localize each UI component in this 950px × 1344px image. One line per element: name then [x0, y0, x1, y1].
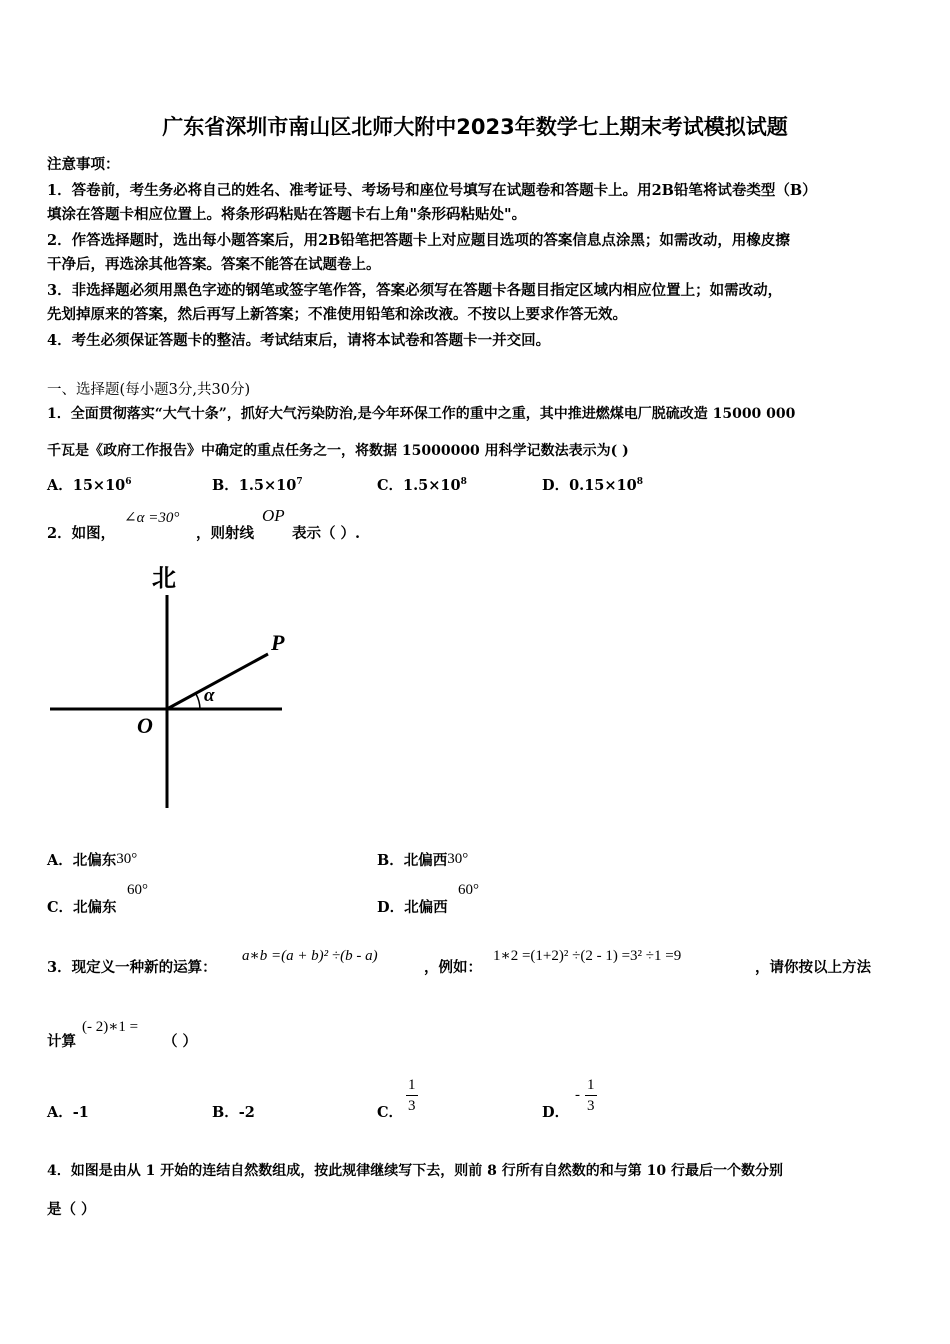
notice-line-1a: 1．答卷前，考生务必将自己的姓名、准考证号、考场号和座位号填写在试题卷和答题卡上。用2B铅笔将试卷类型（B） — [47, 182, 817, 199]
q3-option-d-sign: - — [575, 1087, 580, 1103]
q1-option-c: C．$1.5\times 10^8$ — [377, 477, 467, 494]
q1-line-1: 1．全面贯彻落实“大气十条”，抓好大气污染防治,是今年环保工作的重中之重，其中推进燃煤电厂脱硫改造 15000 000 — [47, 406, 796, 422]
q3-suffix: ，请你按以上方法 — [755, 959, 871, 976]
q3-calc-expr: (- 2)∗1 = — [82, 1019, 139, 1035]
q2-option-a: A．北偏东30° — [47, 851, 138, 869]
q4-line-1: 4．如图是由从 1 开始的连结自然数组成，按此规律继续写下去，则前 8 行所有自然数的和与第 10 行最后一个数分别 — [47, 1163, 783, 1179]
section-heading: 一、选择题(每小题3分,共30分) — [47, 382, 251, 398]
q3-option-d-fraction: $\frac{1}{3}$ — [587, 1077, 595, 1114]
q3-example: 1∗2 =(1+2)² ÷(2 - 1) =3² ÷1 =9 — [493, 948, 682, 964]
q1-option-a: A．$15\times 10^6$ — [47, 477, 132, 494]
q2-prefix: 2．如图， — [47, 525, 116, 542]
north-label: 北 — [152, 564, 176, 592]
notice-line-2b: 干净后，再选涂其他答案。答案不能答在试题卷上。 — [47, 256, 381, 273]
q2-option-c-label: C．北偏东 — [47, 899, 117, 916]
q2-ray: OP — [262, 506, 285, 525]
q2-angle: ∠α =30° — [124, 510, 180, 526]
q1-option-d: D．$0.15\times 10^8$ — [542, 477, 643, 494]
notice-line-1b: 填涂在答题卡相应位置上。将条形码粘贴在答题卡右上角"条形码粘贴处"。 — [47, 206, 527, 223]
q3-definition: a∗b =(a + b)² ÷(b - a) — [242, 948, 378, 964]
notice-line-3a: 3．非选择题必须用黑色字迹的钢笔或签字笔作答，答案必须写在答题卡各题目指定区域内相应位置上；如需改动， — [47, 282, 783, 299]
page-title: 广东省深圳市南山区北师大附中2023年数学七上期末考试模拟试题 — [162, 115, 788, 139]
q3-prefix: 3．现定义一种新的运算： — [47, 959, 217, 976]
q3-calc-suffix: （ ） — [163, 1033, 198, 1050]
notice-heading: 注意事项： — [47, 156, 120, 173]
point-p-label: P — [271, 630, 285, 655]
q2-option-c-degree: 60° — [127, 882, 148, 898]
q2-option-b: B．北偏西30° — [377, 851, 469, 869]
q2-suffix: 表示（ ）. — [292, 525, 361, 542]
q3-mid: ，例如： — [424, 959, 482, 976]
compass-figure — [40, 560, 300, 820]
q3-calc-prefix: 计算 — [47, 1033, 76, 1050]
q2-option-d-label: D．北偏西 — [377, 899, 448, 916]
alpha-label: α — [204, 685, 215, 706]
q3-option-c-fraction: $\frac{1}{3}$ — [408, 1077, 416, 1114]
notice-line-2a: 2．作答选择题时，选出每小题答案后，用2B铅笔把答题卡上对应题目选项的答案信息点涂黑；如需改动，用橡皮擦 — [47, 232, 790, 249]
point-o-label: O — [137, 713, 153, 738]
notice-line-4: 4．考生必须保证答题卡的整洁。考试结束后，请将本试卷和答题卡一并交回。 — [47, 332, 551, 349]
q2-option-d-degree: 60° — [458, 882, 479, 898]
angle-arc — [196, 694, 200, 709]
q3-option-c-label: C． — [377, 1104, 404, 1121]
notice-line-3b: 先划掉原来的答案，然后再写上新答案；不准使用铅笔和涂改液。不按以上要求作答无效。 — [47, 306, 627, 323]
q3-option-a: A．-1 — [47, 1104, 89, 1121]
q4-line-2: 是（ ） — [47, 1201, 96, 1218]
q3-option-d-label: D． — [542, 1104, 570, 1121]
q1-line-2: 千瓦是《政府工作报告》中确定的重点任务之一，将数据 15000000 用科学记数法表示为( ) — [47, 443, 629, 459]
ray-op — [167, 654, 268, 709]
q3-option-b: B．-2 — [212, 1104, 255, 1121]
q2-mid: ，则射线 — [196, 525, 254, 542]
q1-option-b: B．$1.5\times 10^7$ — [212, 477, 303, 494]
